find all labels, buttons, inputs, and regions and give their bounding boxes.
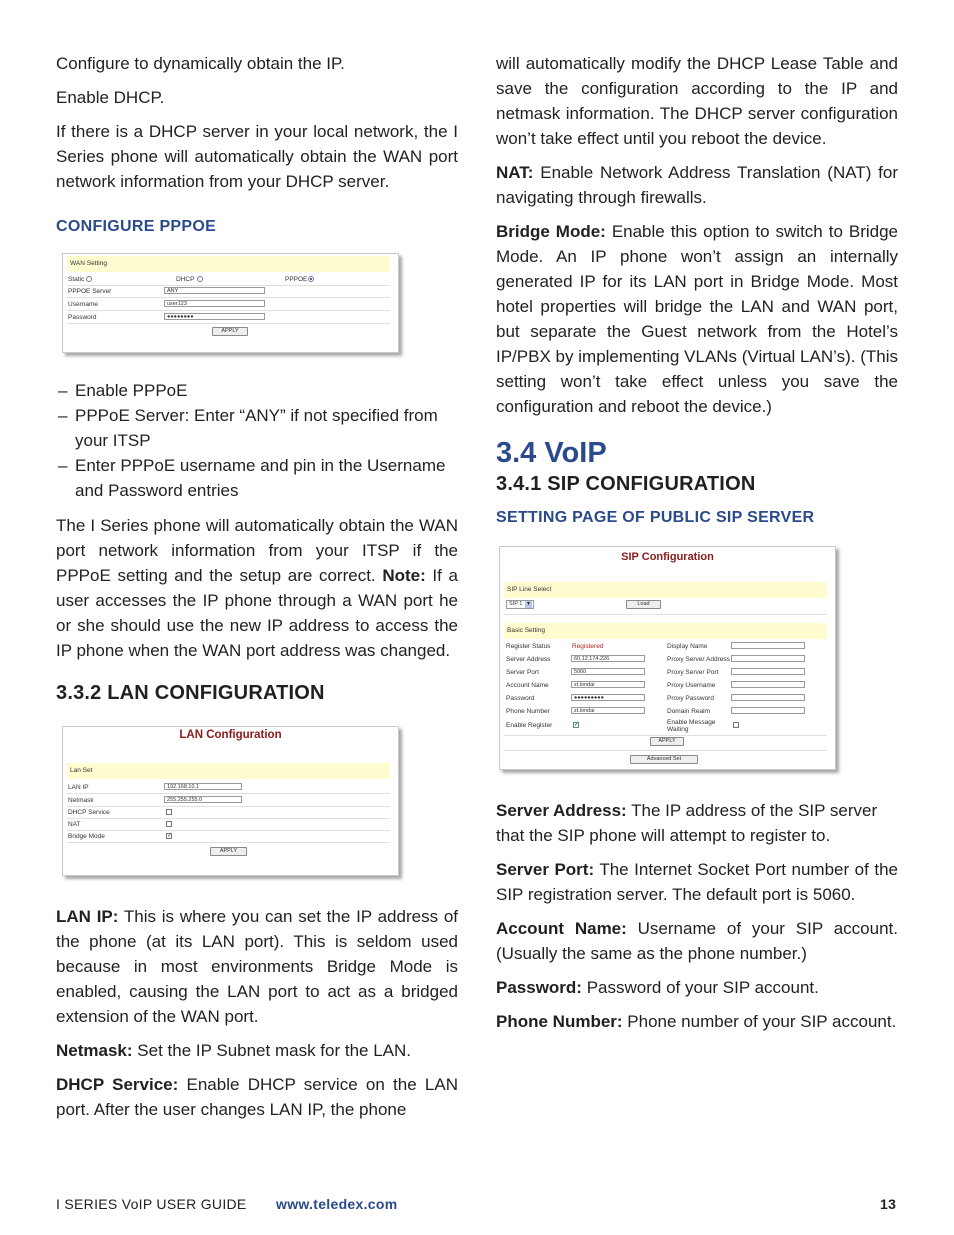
proxy-server-port-input[interactable] xyxy=(731,668,805,675)
paragraph xyxy=(56,513,458,663)
server-address-input[interactable]: 60.12.174.226 xyxy=(571,655,645,662)
enable-register-checkbox[interactable]: ✓ xyxy=(574,722,580,728)
password-input[interactable]: ●●●●●●●●● xyxy=(571,694,645,701)
dhcp-radio[interactable] xyxy=(197,276,203,282)
term-label: Bridge Mode: xyxy=(496,222,606,241)
paragraph xyxy=(56,1038,458,1063)
term-text: This is where you can set the IP address of the phone (at its LAN port). This is seldom used because in most environments Bridge Mode is enabled, causing the LAN port to act as a bridged extension of the WAN port. xyxy=(56,907,459,1026)
divider xyxy=(504,735,827,736)
dhcp-label: DHCP xyxy=(176,276,195,283)
domain-realm-label: Domain Realm xyxy=(667,708,710,715)
pppoe-server-input[interactable]: ANY xyxy=(164,287,265,294)
domain-realm-input[interactable] xyxy=(731,707,805,714)
term-label: Server Port: xyxy=(496,860,595,879)
apply-button[interactable]: APPLY xyxy=(212,327,248,336)
term-label: Account Name: xyxy=(496,919,627,938)
term-label: NAT: xyxy=(496,163,534,182)
term-text: Phone number of your SIP account. xyxy=(627,1012,897,1031)
list-item: – Enter PPPoE username and pin in the Username and Password entries xyxy=(56,453,458,503)
paragraph xyxy=(496,160,898,210)
lan-ip-label: LAN IP xyxy=(68,784,89,791)
proxy-password-input[interactable] xyxy=(731,694,805,701)
term-text: Username of your SIP account. (Usually the same as the phone number.) xyxy=(496,919,898,963)
divider xyxy=(67,842,390,843)
account-name-label: Account Name xyxy=(506,682,549,689)
sip-configuration-heading: 3.4.1 SIP CONFIGURATION xyxy=(496,473,756,495)
dhcp-service-checkbox[interactable] xyxy=(166,809,172,815)
account-name-input[interactable]: zt.londai xyxy=(571,681,645,688)
sip-line-value: SIP 1 xyxy=(509,601,523,607)
pppoe-steps-list xyxy=(56,378,458,503)
term-label: Password: xyxy=(496,978,582,997)
wan-setting-band xyxy=(67,256,390,272)
sip-line-select-band xyxy=(504,582,827,598)
paragraph: Enable DHCP. xyxy=(56,88,165,107)
enable-message-waiting-label: Enable Message Waiting xyxy=(667,719,716,733)
pppoe-server-label: PPPOE Server xyxy=(68,288,112,295)
term-text: Enable Network Address Translation (NAT) for navigating through firewalls. xyxy=(496,163,898,207)
page-number: 13 xyxy=(880,1196,897,1212)
paragraph xyxy=(56,904,458,1029)
display-name-input[interactable] xyxy=(731,642,805,649)
note-text: If a user accesses the IP phone through a WAN port he or she should use the new IP address to access the IP phone when the WAN port address was changed. xyxy=(56,566,458,660)
term-label: Netmask: xyxy=(56,1041,133,1060)
bridge-mode-checkbox[interactable]: ✓ xyxy=(167,833,173,839)
term-text: The Internet Socket Port number of the SIP registration server. The default port is 5060. xyxy=(496,860,898,904)
paragraph: If there is a DHCP server in your local network, the I Series phone will automatically obtain the WAN port network information from your DHCP server. xyxy=(56,122,458,191)
server-port-label: Server Port xyxy=(506,669,539,676)
basic-setting-band xyxy=(504,623,827,639)
sip-configuration-screenshot xyxy=(499,546,836,770)
pppoe-label: PPPOE xyxy=(285,276,308,283)
proxy-server-address-input[interactable] xyxy=(731,655,805,662)
panel-title: LAN Configuration xyxy=(179,729,282,741)
proxy-username-label: Proxy Username xyxy=(667,682,716,689)
list-item: – PPPoE Server: Enter “ANY” if not specified from your ITSP xyxy=(56,403,458,453)
proxy-username-input[interactable] xyxy=(731,681,805,688)
lan-ip-input[interactable]: 192.168.10.1 xyxy=(164,783,242,790)
divider xyxy=(67,806,390,807)
netmask-label: Netmask xyxy=(68,797,94,804)
term-text: The IP address of the SIP server that the SIP phone will attempt to register to. xyxy=(496,801,878,845)
divider xyxy=(67,323,390,324)
nat-label: NAT xyxy=(68,821,81,828)
term-label: Phone Number: xyxy=(496,1012,623,1031)
username-input[interactable]: user123 xyxy=(164,300,265,307)
divider xyxy=(67,285,390,286)
term-text: Set the IP Subnet mask for the LAN. xyxy=(137,1041,412,1060)
apply-button[interactable]: APPLY xyxy=(210,847,247,856)
left-column xyxy=(56,51,458,1131)
password-label: Password xyxy=(68,314,97,321)
proxy-password-label: Proxy Password xyxy=(667,695,714,702)
enable-message-waiting-checkbox[interactable] xyxy=(733,722,739,728)
footer-url-link[interactable]: www.teledex.com xyxy=(276,1196,398,1212)
static-label: Static xyxy=(68,276,85,283)
divider xyxy=(67,297,390,298)
lan-set-band xyxy=(67,763,390,779)
load-button[interactable]: Load xyxy=(626,600,661,609)
term-label: Server Address: xyxy=(496,801,627,820)
paragraph xyxy=(496,975,898,1000)
note-label: Note: xyxy=(382,566,426,585)
band-label: Basic Setting xyxy=(507,627,545,634)
paragraph: will automatically modify the DHCP Lease Table and save the configuration according to the IP and netmask information. The DHCP server configuration won’t take effect until you reboot the device. xyxy=(496,54,898,148)
term-text: Enable DHCP service on the LAN port. After the user changes LAN IP, the phone xyxy=(56,1075,458,1119)
divider xyxy=(504,614,827,615)
server-address-label: Server Address xyxy=(506,656,551,663)
lan-heading: 3.3.2 LAN CONFIGURATION xyxy=(56,682,325,704)
right-column xyxy=(496,51,898,1043)
paragraph-text: The I Series phone will automatically obtain the WAN port network information from your ITSP if the PPPoE setting and the setup are correct. xyxy=(56,516,458,585)
pppoe-radio[interactable] xyxy=(308,276,314,282)
divider xyxy=(67,830,390,831)
server-port-input[interactable]: 5060 xyxy=(571,668,645,675)
divider xyxy=(67,310,390,311)
bridge-mode-label: Bridge Mode xyxy=(68,833,105,840)
band-label: SIP Line Select xyxy=(507,586,552,593)
divider xyxy=(67,793,390,794)
register-status-value: Registered xyxy=(572,643,604,650)
paragraph: Configure to dynamically obtain the IP. xyxy=(56,54,345,73)
term-text: Enable this option to switch to Bridge Mode. An IP phone won’t assign an internally generated IP for its LAN port in Bridge Mode. Most hotel properties will bridge the LAN and WAN port, but separate the Guest network from the Hotel’s IP/PBX by implementing VLANs (Virtual LAN’s). (This setting won’t take effect unless you save the configuration and reboot the device.) xyxy=(496,222,898,416)
apply-button[interactable]: APPLY xyxy=(650,737,684,746)
sip-subheading: SETTING PAGE OF PUBLIC SIP SERVER xyxy=(496,509,815,526)
register-status-label: Register Status xyxy=(506,643,551,650)
paragraph xyxy=(496,219,898,419)
divider xyxy=(67,818,390,819)
footer-guide-title: I SERIES VoIP USER GUIDE xyxy=(56,1196,247,1212)
wan-setting-screenshot xyxy=(62,253,399,353)
display-name-label: Display Name xyxy=(667,643,708,650)
nat-checkbox[interactable] xyxy=(166,821,172,827)
advanced-set-button[interactable]: Advanced Set xyxy=(630,755,698,764)
band-label: WAN Setting xyxy=(70,260,107,267)
chevron-down-icon: ▼ xyxy=(526,601,531,607)
pppoe-heading: CONFIGURE PPPOE xyxy=(56,218,217,235)
divider xyxy=(504,750,827,751)
sip-line-select[interactable] xyxy=(506,600,534,609)
phone-number-input[interactable]: zt.londai xyxy=(571,707,645,714)
paragraph xyxy=(496,1009,898,1034)
term-label: LAN IP: xyxy=(56,907,119,926)
dhcp-service-label: DHCP Service xyxy=(68,809,110,816)
paragraph xyxy=(56,1072,458,1122)
term-label: DHCP Service: xyxy=(56,1075,179,1094)
phone-number-label: Phone Number xyxy=(506,708,550,715)
paragraph xyxy=(496,916,898,966)
term-text: Password of your SIP account. xyxy=(586,978,819,997)
list-item: – Enable PPPoE xyxy=(56,378,458,403)
password-label: Password xyxy=(506,695,535,702)
static-radio[interactable] xyxy=(86,276,92,282)
enable-register-label: Enable Register xyxy=(506,722,553,729)
username-label: Username xyxy=(68,301,98,308)
proxy-server-port-label: Proxy Server Port xyxy=(667,669,719,676)
netmask-input[interactable]: 255.255.255.0 xyxy=(164,796,242,803)
voip-heading: 3.4 VoIP xyxy=(496,437,607,469)
paragraph xyxy=(496,798,898,848)
panel-title: SIP Configuration xyxy=(621,551,714,563)
proxy-server-address-label: Proxy Server Address xyxy=(667,656,730,663)
band-label: Lan Set xyxy=(70,767,93,774)
password-input[interactable]: ●●●●●●●● xyxy=(164,313,265,320)
paragraph xyxy=(496,857,898,907)
lan-configuration-screenshot xyxy=(62,726,399,876)
